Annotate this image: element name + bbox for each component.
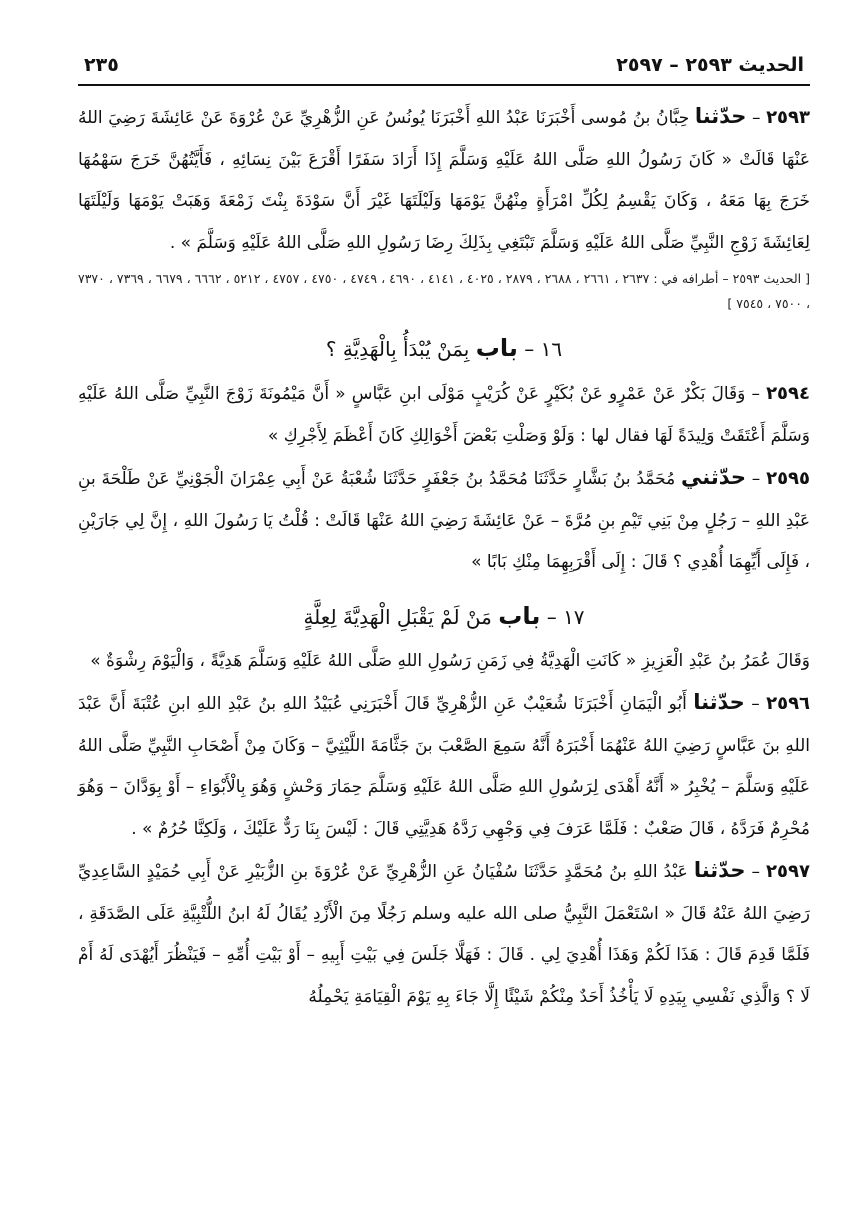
haddathana-word: حدّثنا — [693, 858, 746, 882]
bab-label: باب — [475, 334, 518, 362]
chapter-title: بِمَنْ يُبْدَأُ بِالْهَدِيَّةِ ؟ — [325, 337, 470, 361]
hadith-2593 — [78, 96, 810, 264]
hadith-text: أَبُو الْيَمَانِ أَخْبَرَنَا شُعَيْبٌ عَنِ الزُّهْرِيِّ قَالَ أَخْبَرَنِي عُبَيْدُ اللهِ بنُ عَبْدِ اللهِ ابنِ عُتْبَةَ أَنَّ عَبْدَ اللهِ بنَ عَبَّاسٍ رَضِيَ اللهُ عَنْهُمَا أَخْبَرَهُ أَنَّهُ سَمِعَ الصَّعْبَ بنَ جَثَّامَةَ اللَّيْثِيَّ – وَكَانَ مِنْ أَصْحَابِ النَّبِيِّ صَلَّى اللهُ عَلَيْهِ وَسَلَّمَ – يُخْبِرُ « أَنَّهُ أَهْدَى لِرَسُولِ اللهِ صَلَّى اللهُ عَلَيْهِ وَسَلَّمَ حِمَارَ وَحْشٍ وَهُوَ بِالْأَبْوَاءِ – أَوْ بِوَدَّانَ – وَهُوَ مُحْرِمٌ فَرَدَّهُ ، قَالَ صَعْبٌ : فَلَمَّا عَرَفَ فِي وَجْهِي رَدَّهُ هَدِيَّتِي قَالَ : لَيْسَ بِنَا رَدٌّ عَلَيْكَ ، وَلَكِنَّا حُرُمٌ » . — [78, 694, 810, 839]
hadith-2597 — [78, 850, 810, 1018]
dash: – — [751, 469, 761, 489]
hadith-text: حِبَّانُ بنُ مُوسى أَخْبَرَنَا عَبْدُ اللهِ أَخْبَرَنَا يُونُسُ عَنِ الزُّهْرِيِّ عَنْ عُرْوَةَ عَنْ عَائِشَةَ رَضِيَ اللهُ عَنْهَا قَالَتْ « كَانَ رَسُولُ اللهِ صَلَّى اللهُ عَلَيْهِ وَسَلَّمَ إِذَا أَرَادَ سَفَرًا أَقْرَعَ بَيْنَ نِسَائِهِ ، فَأَيَّتُهُنَّ خَرَجَ سَهْمُهَا خَرَجَ بِهَا مَعَهُ ، وَكَانَ يَقْسِمُ لِكُلِّ امْرَأَةٍ مِنْهُنَّ يَوْمَهَا وَلَيْلَتَهَا غَيْرَ أَنَّ سَوْدَةَ بِنْتَ زَمْعَةَ وَهَبَتْ يَوْمَهَا وَلَيْلَتَهَا لِعَائِشَةَ زَوْجِ النَّبِيِّ صَلَّى اللهُ عَلَيْهِ وَسَلَّمَ تَبْتَغِي بِذَلِكَ رِضَا رَسُولِ اللهِ صَلَّى اللهُ عَلَيْهِ وَسَلَّمَ » . — [78, 108, 810, 253]
hadith-2596 — [78, 682, 810, 850]
chapter-title: مَنْ لَمْ يَقْبَلِ الْهَدِيَّةَ لِعِلَّةٍ — [303, 604, 492, 629]
hadith-text: مُحَمَّدُ بنُ بَشَّارٍ حَدَّثَنَا مُحَمَّدُ بنُ جَعْفَرٍ حَدَّثَنَا شُعْبَةُ عَنْ أَبِي عِمْرَانَ الْجَوْنِيِّ عَنْ طَلْحَةَ بنِ عَبْدِ اللهِ – رَجُلٍ مِنْ بَنِي تَيْمِ بنِ مُرَّةَ – عَنْ عَائِشَةَ رَضِيَ اللهُ عَنْهَا قَالَتْ : قُلْتُ يَا رَسُولَ اللهِ ، إِنَّ لِي جَارَيْنِ ، فَإِلَى أَيِّهِمَا أُهْدِي ؟ قَالَ : إِلَى أَقْرَبِهِمَا مِنْكِ بَابًا » — [78, 469, 810, 572]
dash: – — [751, 384, 760, 404]
hadith-number: ٢٥٩٥ — [766, 468, 811, 489]
hadith-text: وَقَالَ بَكْرٌ عَنْ عَمْرٍو عَنْ بُكَيْرٍ عَنْ كُرَيْبٍ مَوْلَى ابنِ عَبَّاسٍ « أَنَّ مَيْمُونَةَ زَوْجَ النَّبِيِّ صَلَّى اللهُ عَلَيْهِ وَسَلَّمَ أَعْتَقَتْ وَلِيدَةً لَهَا فقال لها : وَلَوْ وَصَلْتِ بَعْضَ أَخْوَالِكِ كَانَ أَعْظَمَ لِأَجْرِكِ » — [78, 384, 810, 446]
haddathana-word: حدّثنا — [693, 690, 745, 714]
bab-label: باب — [498, 601, 541, 630]
hadith-text: عَبْدُ اللهِ بنُ مُحَمَّدٍ حَدَّثَنَا سُفْيَانُ عَنِ الزُّهْرِيِّ عَنْ عُرْوَةَ بنِ الزُّبَيْرِ عَنْ أَبِي حُمَيْدٍ السَّاعِدِيِّ رَضِيَ اللهُ عَنْهُ قَالَ « اسْتَعْمَلَ النَّبِيُّ صلى الله عليه وسلم رَجُلًا مِنَ الْأَزْدِ يُقَالُ لَهُ ابنُ اللُّتْبِيَّةِ عَلَى الصَّدَقَةِ ، فَلَمَّا قَدِمَ قَالَ : هَذَا لَكُمْ وَهَذَا أُهْدِيَ لِي . قَالَ : فَهَلَّا جَلَسَ فِي بَيْتِ أَبِيهِ – أَوْ بَيْتِ أُمِّهِ – فَيَنْظُرَ أَيُهْدَى لَهُ أَمْ لَا ؟ وَالَّذِي نَفْسِي بِيَدِهِ لَا يَأْخُذُ أَحَدٌ مِنْكُمْ شَيْئًا إِلَّا جَاءَ بِهِ يَوْمَ الْقِيَامَةِ يَحْمِلُهُ — [78, 862, 810, 1007]
dash: – — [751, 862, 760, 882]
haddathani-word: حدّثني — [681, 465, 746, 489]
hadith-number: ٢٥٩٤ — [766, 383, 811, 404]
dash: – — [751, 694, 760, 714]
hadith-number: ٢٥٩٣ — [766, 107, 811, 128]
hadith-2594 — [78, 373, 810, 457]
hadith-number: ٢٥٩٦ — [766, 693, 811, 714]
hadith-2595 — [78, 457, 810, 584]
dash: – — [752, 108, 761, 128]
chapter-heading-17 — [78, 596, 810, 637]
chapter-number: ١٦ – — [524, 337, 563, 361]
umar-statement: وَقَالَ عُمَرُ بنُ عَبْدِ الْعَزِيزِ « كَانَتِ الْهَدِيَّةُ فِي زَمَنِ رَسُولِ اللهِ صَلَّى اللهُ عَلَيْهِ وَسَلَّمَ هَدِيَّةً ، وَالْيَوْمَ رِشْوَةٌ » — [90, 650, 810, 671]
chapter-number: ١٧ – — [546, 604, 585, 629]
atraf-reference: [ الحديث ٢٥٩٣ – أطرافه في : ٢٦٣٧ ، ٢٦٦١ ، ٢٦٨٨ ، ٢٨٧٩ ، ٤٠٢٥ ، ٤١٤١ ، ٤٦٩٠ ، ٤٧٤٩ ، ٤٧٥٠ ، ٤٧٥٧ ، ٥٢١٢ ، ٦٦٦٢ ، ٦٦٧٩ ، ٧٣٦٩ ، ٧٣٧٠ ، ٧٥٠٠ ، ٧٥٤٥ ] — [78, 271, 811, 311]
haddathana-word: حدّثنا — [694, 104, 747, 128]
hadith-number: ٢٥٩٧ — [766, 861, 810, 882]
book-page — [78, 40, 810, 1018]
running-header — [78, 40, 810, 86]
hadith-range: الحديث ٢٥٩٣ – ٢٥٩٧ — [616, 54, 804, 76]
chapter-heading-16 — [78, 328, 810, 369]
page-number: ٢٣٥ — [84, 54, 119, 76]
